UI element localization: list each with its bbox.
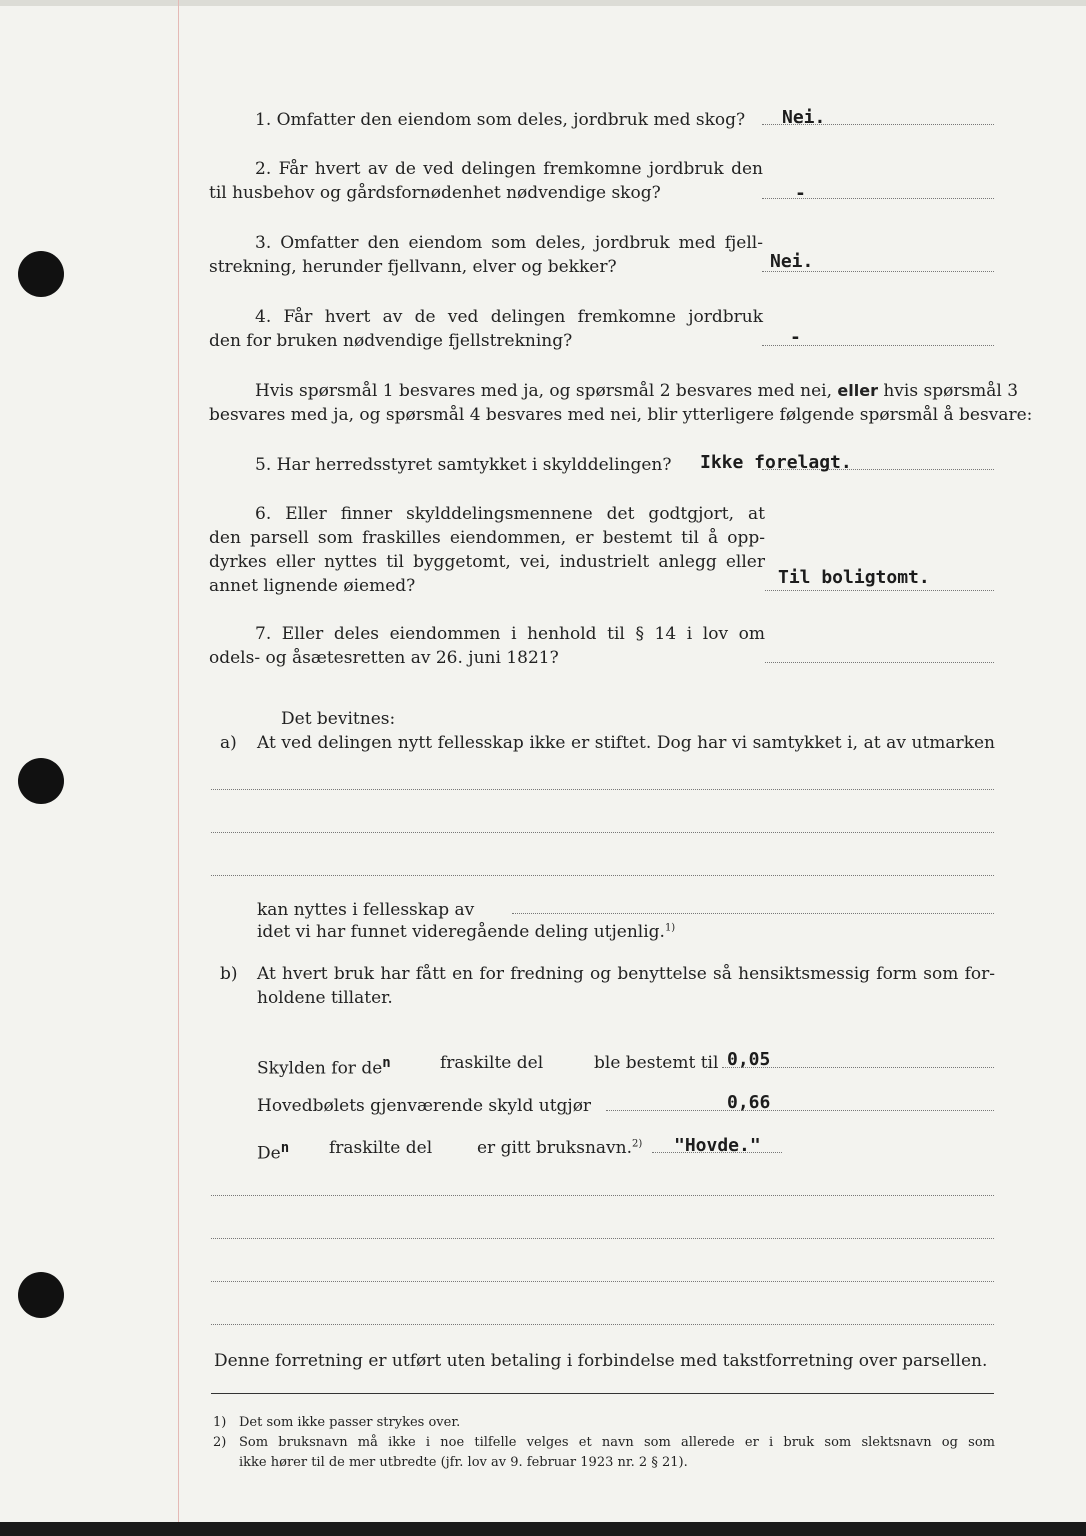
q5-text: 5. Har herredsstyret samtykket i skylddelingen? [255, 455, 672, 475]
attest-b-label: b) [220, 964, 238, 984]
attest-a-fellesskap-line [512, 913, 994, 914]
skyld-line2-value: 0,66 [727, 1092, 771, 1113]
skyld-line2-answer-line [606, 1110, 994, 1111]
q6-answer-line [765, 590, 994, 591]
condition-line1 [255, 379, 1019, 403]
q5-answer: Ikke forelagt. [700, 452, 852, 473]
page-bottom-edge [0, 1522, 1086, 1536]
attest-a-fnref: 1) [664, 922, 676, 934]
q1-text: 1. Omfatter den eiendom som deles, jordbruk med skog? [255, 110, 746, 130]
attest-a-line3 [257, 920, 675, 944]
q6-answer: Til boligtomt. [778, 567, 930, 588]
attest-heading: Det bevitnes: [281, 709, 396, 729]
footnote-rule [211, 1393, 994, 1394]
attest-a-line2: kan nyttes i fellesskap av [257, 900, 475, 920]
q3-answer: Nei. [770, 251, 814, 272]
q1-answer: Nei. [782, 107, 826, 128]
attest-b-line1: At hvert bruk har fått en for fredning og benyttelse så hensiktsmessig form som for- [257, 964, 995, 984]
q2-answer: - [795, 183, 806, 204]
q4-text-line2: den for bruken nødvendige fjellstrekning? [209, 331, 573, 351]
blank-line-3 [211, 1281, 994, 1282]
q3-text-line2: strekning, herunder fjellvann, elver og bekker? [209, 257, 617, 277]
footnote-2-line2: ikke hører til de mer utbredte (jfr. lov av 9. februar 1923 nr. 2 § 21). [239, 1455, 688, 1470]
attest-a-blank-line3 [211, 875, 994, 876]
skyld-line1-sup: n [382, 1055, 391, 1071]
skyld-line3-a [257, 1136, 289, 1166]
condition-eller: eller [837, 381, 878, 400]
skyld-line3-value: "Hovde." [674, 1135, 761, 1156]
skyld-line3-b: fraskilte del [329, 1138, 433, 1158]
footnote-1-mark: 1) [213, 1415, 227, 1430]
blank-line-1 [211, 1195, 994, 1196]
condition-line1-start: Hvis spørsmål 1 besvares med ja, og spørsmål 2 besvares med nei, [255, 381, 832, 401]
q7-text-line2: odels- og åsætesretten av 26. juni 1821? [209, 648, 559, 668]
attest-a-label: a) [220, 733, 237, 753]
q6-text-line3: dyrkes eller nyttes til byggetomt, vei, industrielt anlegg eller [209, 552, 765, 572]
q4-text-line1: 4. Får hvert av de ved delingen fremkomne jordbruk [255, 307, 763, 327]
q6-text-line1: 6. Eller finner skylddelingsmennene det godtgjort, at [255, 504, 765, 524]
q4-answer: - [790, 327, 801, 348]
footnote-2-mark: 2) [213, 1435, 227, 1450]
punch-hole-bottom [18, 1272, 64, 1318]
attest-a-line3-text: idet vi har funnet videregående deling utjenlig. [257, 922, 665, 942]
skyld-line3-label: De [257, 1143, 281, 1164]
skyld-line1-b: fraskilte del [440, 1053, 544, 1073]
attest-a-blank-line1 [211, 789, 994, 790]
condition-line2: besvares med ja, og spørsmål 4 besvares med nei, blir ytterligere følgende spørsmål å besvare: [209, 405, 1033, 425]
q3-text-line1: 3. Omfatter den eiendom som deles, jordbruk med fjell- [255, 233, 763, 253]
punch-hole-top [18, 251, 64, 297]
skyld-line1-a [257, 1051, 391, 1081]
q2-text-line1: 2. Får hvert av de ved delingen fremkomne jordbruk den [255, 159, 763, 179]
punch-hole-middle [18, 758, 64, 804]
skyld-line3-c [477, 1136, 642, 1160]
attest-a-text: At ved delingen nytt fellesskap ikke er stiftet. Dog har vi samtykket i, at av utmarken [257, 733, 995, 753]
skyld-line1-value: 0,05 [727, 1049, 771, 1070]
q6-text-line4: annet lignende øiemed? [209, 576, 416, 596]
footnote-1-text: Det som ikke passer strykes over. [239, 1415, 461, 1430]
page-top-edge [0, 0, 1086, 6]
attest-a-blank-line2 [211, 832, 994, 833]
closing-statement: Denne forretning er utført uten betaling i forbindelse med takstforretning over parsellen. [214, 1351, 988, 1371]
q7-text-line1: 7. Eller deles eiendommen i henhold til § 14 i lov om [255, 624, 765, 644]
q2-text-line2: til husbehov og gårdsfornødenhet nødvendige skog? [209, 183, 661, 203]
skyld-line2-label: Hovedbølets gjenværende skyld utgjør [257, 1096, 592, 1116]
skyld-line1-c: ble bestemt til [594, 1053, 719, 1073]
margin-line [178, 0, 179, 1536]
skyld-line3-sup: n [280, 1140, 290, 1156]
blank-line-4 [211, 1324, 994, 1325]
attest-b-line2: holdene tillater. [257, 988, 393, 1008]
q6-text-line2: den parsell som fraskilles eiendommen, er bestemt til å opp- [209, 528, 765, 548]
skyld-line1-label: Skylden for de [257, 1058, 383, 1079]
skyld-line3-fnref: 2) [632, 1138, 643, 1150]
q7-answer-line [765, 662, 994, 663]
footnote-2-line1: Som bruksnavn må ikke i noe tilfelle velges et navn som allerede er i bruk som slektsnavn og som [239, 1435, 995, 1450]
condition-line1-end: hvis spørsmål 3 [883, 381, 1019, 401]
blank-line-2 [211, 1238, 994, 1239]
skyld-line3-c-text: er gitt bruksnavn. [477, 1138, 633, 1158]
